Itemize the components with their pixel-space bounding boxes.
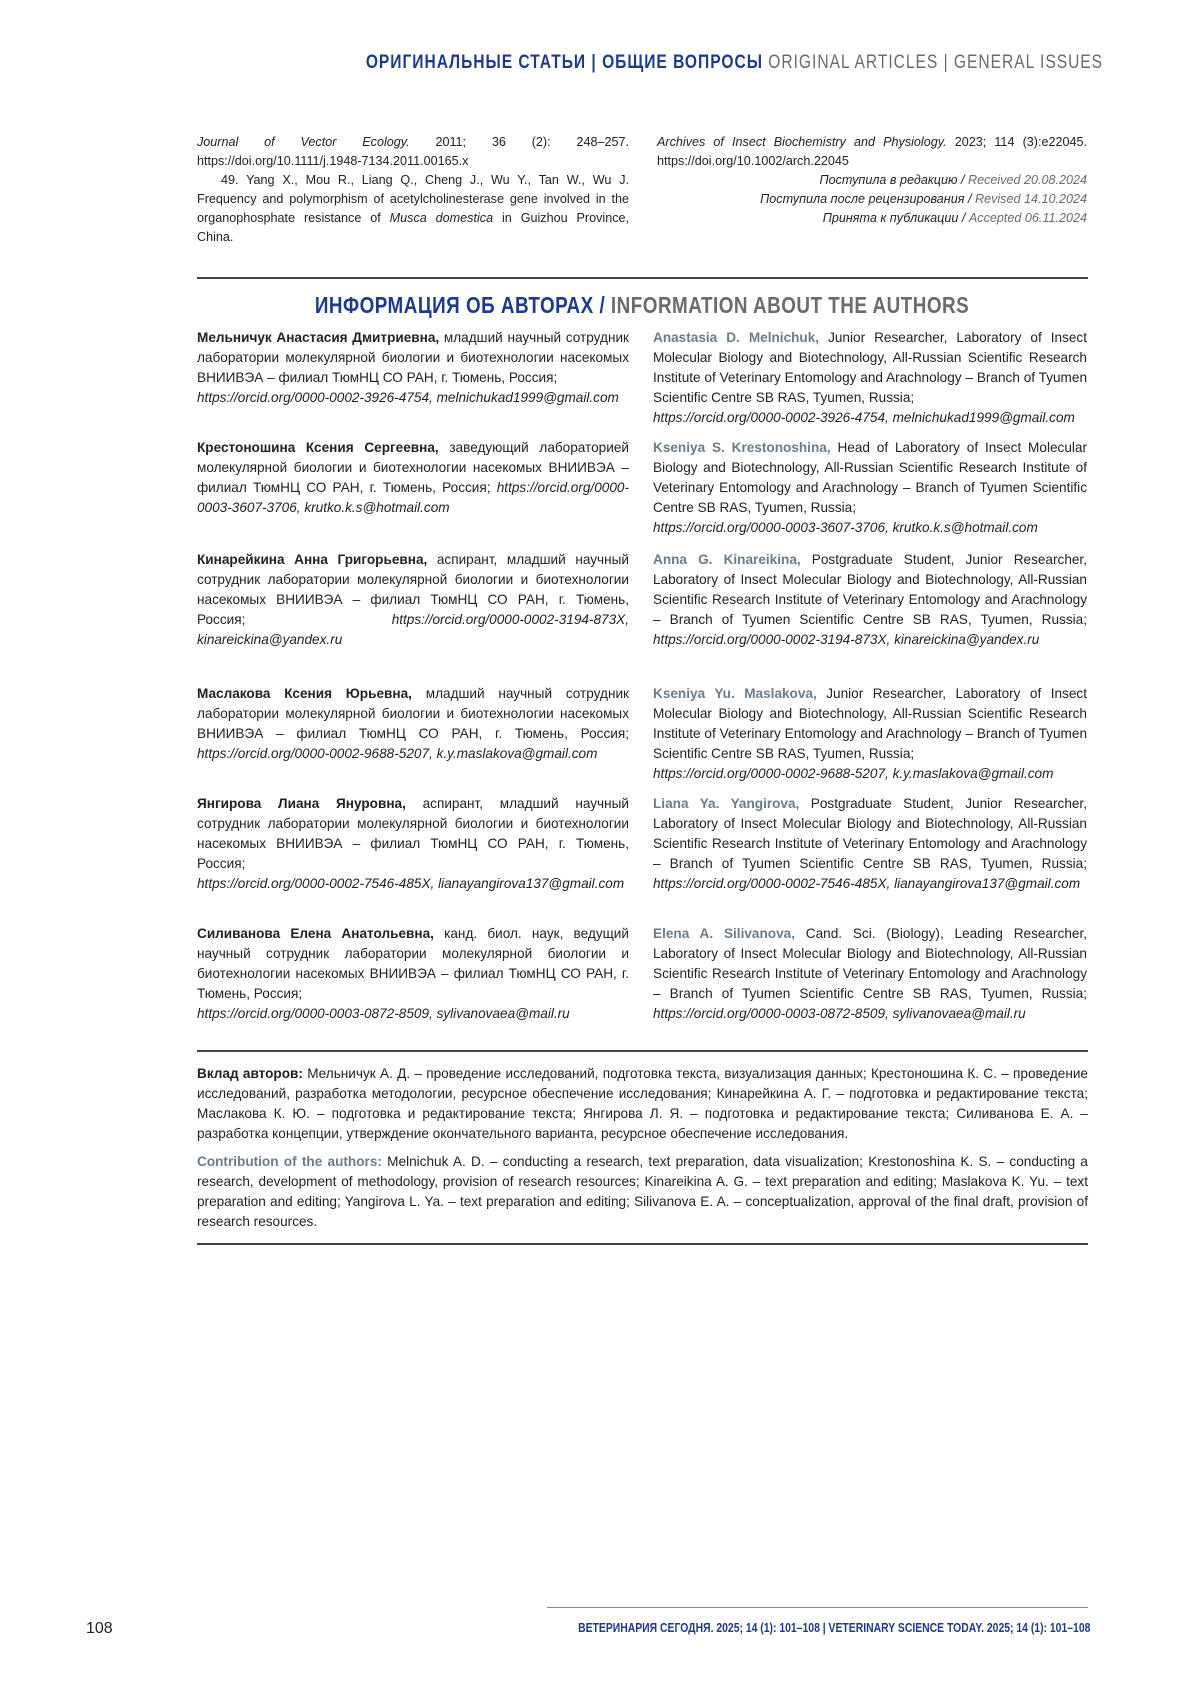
header-en: ORIGINAL ARTICLES | GENERAL ISSUES [768,52,1103,73]
author-en: Anastasia D. Melnichuk, Junior Researcher, Laboratory of Insect Molecular Biology and Biotechnology, All-Russian Scientific Research Institute of Veterinary Entomology and Arachnology – Branch of Tyumen Scientific Centre SB RAS, Tyumen, Russia; https://orcid.org/0000-0002-3926-4754, melnichukad1999@gmail.com [653,330,1087,425]
revised-date: Поступила после рецензирования / Revised 14.10.2024 [760,192,1087,206]
author-en: Kseniya S. Krestonoshina, Head of Laboratory of Insect Molecular Biology and Biotechnology, All-Russian Scientific Research Institute of Veterinary Entomology and Arachnology – Branch of Tyumen Scientific Centre SB RAS, Tyumen, Russia; https://orcid.org/0000-0003-3607-3706, krutko.k.s@hotmail.com [653,440,1087,535]
author-ru: Крестоношина Ксения Сергеевна, заведующий лабораторией молекулярной биологии и биотехнологии насекомых ВНИИВЭА – филиал ТюмНЦ СО РАН, г. Тюмень, Россия; https://orcid.org/0000-0003-3607-3706, krutko.k.s@hotmail.com [197,440,629,515]
author-en: Anna G. Kinareikina, Postgraduate Student, Junior Researcher, Laboratory of Insect Molecular Biology and Biotechnology, All-Russian Scientific Research Institute of Veterinary Entomology and Arachnology – Branch of Tyumen Scientific Centre SB RAS, Tyumen, Russia; https://orcid.org/0000-0002-3194-873X, kinareickina@yandex.ru [653,552,1087,647]
received-date: Поступила в редакцию / Received 20.08.2024 [819,173,1087,187]
author-ru: Силиванова Елена Анатольевна, канд. биол. наук, ведущий научный сотрудник лаборатории молекулярной биологии и биотехнологии насекомых ВНИИВЭА – филиал ТюмНЦ СО РАН, г. Тюмень, Россия; https://orcid.org/0000-0003-0872-8509, sylivanovaea@mail.ru [197,926,629,1021]
section-title-en: INFORMATION ABOUT THE AUTHORS [605,292,970,318]
references-right-column [657,133,1087,228]
section-title [197,292,1088,319]
footer-divider [547,1607,1088,1608]
reference-entry: Archives of Insect Biochemistry and Physiology. 2023; 114 (3):e22045. https://doi.org/10.1002/arch.22045 [657,135,1087,168]
author-ru: Янгирова Лиана Януровна, аспирант, младший научный сотрудник лаборатории молекулярной биологии и биотехнологии насекомых ВНИИВЭА – филиал ТюмНЦ СО РАН, г. Тюмень, Россия; https://orcid.org/0000-0002-7546-485X, lianayangirova137@gmail.com [197,796,630,891]
accepted-date: Принята к публикации / Accepted 06.11.2024 [822,211,1087,225]
reference-entry: Journal of Vector Ecology. 2011; 36 (2): 248–257. https://doi.org/10.1111/j.1948-7134.2011.00165.x [197,135,629,168]
references-left-column [197,133,629,247]
contribution-ru: Вклад авторов: Мельничук А. Д. – проведение исследований, подготовка текста, визуализация данных; Крестоношина К. С. – проведение исследований, разработка методологии, ресурсное обеспечение исследования; Кинарейкина А. Г. – подготовка и редактирование текста; Маслакова К. Ю. – подготовка и редактирование текста; Янгирова Л. Я. – подготовка и редактирование текста; Силиванова Е. А. – разработка концепции, утверждение окончательного варианта, ресурсное обеспечение исследования. [197,1066,1088,1141]
page-number: 108 [86,1620,113,1637]
divider [197,277,1088,279]
divider [197,1050,1088,1052]
author-en: Kseniya Yu. Maslakova, Junior Researcher, Laboratory of Insect Molecular Biology and Biotechnology, All-Russian Scientific Research Institute of Veterinary Entomology and Arachnology – Branch of Tyumen Scientific Centre SB RAS, Tyumen, Russia; https://orcid.org/0000-0002-9688-5207, k.y.maslakova@gmail.com [653,686,1087,781]
divider [197,1243,1088,1245]
author-ru: Маслакова Ксения Юрьевна, младший научный сотрудник лаборатории молекулярной биологии и биотехнологии насекомых ВНИИВЭА – филиал ТюмНЦ СО РАН, г. Тюмень, Россия; https://orcid.org/0000-0002-9688-5207, k.y.maslakova@gmail.com [197,686,630,761]
header-ru: ОРИГИНАЛЬНЫЕ СТАТЬИ | ОБЩИЕ ВОПРОСЫ [365,52,763,73]
section-title-ru: ИНФОРМАЦИЯ ОБ АВТОРАХ / [315,292,606,318]
reference-entry: 49. Yang X., Mou R., Liang Q., Cheng J., Wu Y., Tan W., Wu J. Frequency and polymorphism of acetylcholinesterase gene involved in the organophosphate resistance of Musca domestica in Guizhou Province, China. [197,173,630,244]
footer-journal: ВЕТЕРИНАРИЯ СЕГОДНЯ. 2025; 14 (1): 101–108 | VETERINARY SCIENCE TODAY. 2025; 14 (1): 101–108 [577,1620,1090,1635]
contribution-en: Contribution of the authors: Melnichuk A. D. – conducting a research, text preparation, data visualization; Krestonoshina K. S. – conducting a research, development of methodology, provision of research resources; Kinareikina A. G. – text preparation and editing; Maslakova K. Yu. – text preparation and editing; Yangirova L. Ya. – text preparation and editing; Silivanova E. A. – conceptualization, approval of the final draft, provision of research resources. [197,1154,1088,1229]
running-header [366,52,1103,74]
author-contribution [197,1064,1088,1240]
author-en: Liana Ya. Yangirova, Postgraduate Student, Junior Researcher, Laboratory of Insect Molecular Biology and Biotechnology, All-Russian Scientific Research Institute of Veterinary Entomology and Arachnology – Branch of Tyumen Scientific Centre SB RAS, Tyumen, Russia; https://orcid.org/0000-0002-7546-485X, lianayangirova137@gmail.com [653,796,1087,891]
author-ru: Мельничук Анастасия Дмитриевна, младший научный сотрудник лаборатории молекулярной биологии и биотехнологии насекомых ВНИИВЭА – филиал ТюмНЦ СО РАН, г. Тюмень, Россия; https://orcid.org/0000-0002-3926-4754, melnichukad1999@gmail.com [197,330,629,405]
author-ru: Кинарейкина Анна Григорьевна, аспирант, младший научный сотрудник лаборатории молекулярной биологии и биотехнологии насекомых ВНИИВЭА – филиал ТюмНЦ СО РАН, г. Тюмень, Россия; https://orcid.org/0000-0002-3194-873X, kinareickina@yandex.ru [197,552,629,647]
author-en: Elena A. Silivanova, Cand. Sci. (Biology), Leading Researcher, Laboratory of Insect Molecular Biology and Biotechnology, All-Russian Scientific Research Institute of Veterinary Entomology and Arachnology – Branch of Tyumen Scientific Centre SB RAS, Tyumen, Russia; https://orcid.org/0000-0003-0872-8509, sylivanovaea@mail.ru [653,926,1087,1021]
